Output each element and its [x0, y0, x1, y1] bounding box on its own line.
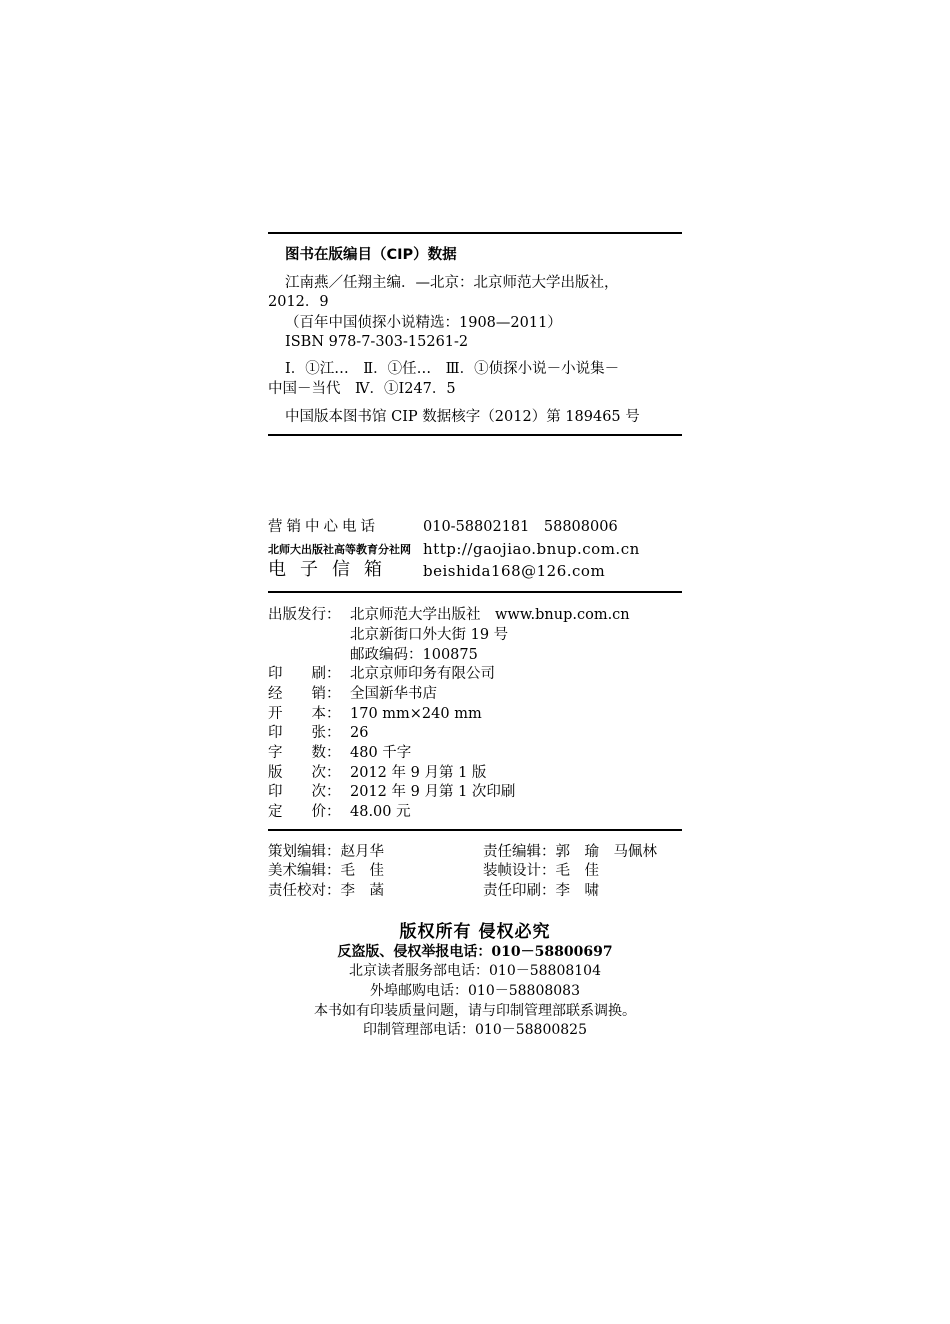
publisher-value: 北京师范大学出版社 www.bnup.com.cn: [350, 607, 630, 623]
format-value: 170 mm×240 mm: [350, 706, 482, 722]
publisher-label: 出版发行：: [268, 607, 341, 623]
printer-label: 印 刷：: [268, 666, 341, 682]
email-label: 电子信箱: [268, 559, 396, 580]
art-editor: 美术编辑：毛 佳: [268, 863, 384, 879]
website-value: http://gaojiao.bnup.com.cn: [423, 540, 640, 558]
address-value: 北京新街口外大街 19 号: [350, 627, 509, 643]
cip-line-2: 2012．9: [268, 294, 329, 310]
email-value: beishida168@126.com: [423, 562, 606, 580]
price-value: 48.00 元: [350, 804, 411, 820]
website-label: 北师大出版社高等教育分社网: [268, 543, 411, 556]
distributor-label: 经 销：: [268, 686, 341, 702]
price-label: 定 价：: [268, 804, 341, 820]
anti-piracy-phone: 反盗版、侵权举报电话：010－58800697: [337, 944, 613, 960]
cip-line-1: 江南燕／任翔主编．—北京：北京师范大学出版社，: [285, 275, 619, 291]
marketing-phone-label: 营销中心电话: [268, 519, 379, 535]
print-dept-phone: 印制管理部电话：010－58800825: [363, 1022, 587, 1038]
wordcount-label: 字 数：: [268, 745, 341, 761]
details-bottom-rule: [268, 829, 682, 831]
responsible-editor: 责任编辑：郭 瑜 马佩林: [483, 844, 657, 860]
edition-label: 版 次：: [268, 765, 341, 781]
cip-isbn: ISBN 978-7-303-15261-2: [285, 334, 469, 350]
cip-classification-1: Ⅰ．①江… Ⅱ．①任… Ⅲ．①侦探小说－小说集－: [285, 361, 620, 377]
contact-bottom-rule: [268, 591, 682, 593]
sheets-label: 印 张：: [268, 725, 341, 741]
cip-top-rule: [268, 232, 682, 234]
cip-series: （百年中国侦探小说精选：1908—2011）: [285, 315, 562, 331]
proofreader: 责任校对：李 菡: [268, 883, 384, 899]
marketing-phone-value: 010-58802181 58808006: [423, 519, 618, 535]
wordcount-value: 480 千字: [350, 745, 412, 761]
planning-editor: 策划编辑：赵月华: [268, 844, 384, 860]
impression-label: 印 次：: [268, 784, 341, 800]
cip-title: 图书在版编目（CIP）数据: [285, 247, 457, 263]
format-label: 开 本：: [268, 706, 341, 722]
distributor-value: 全国新华书店: [350, 686, 437, 702]
cip-bottom-rule: [268, 434, 682, 436]
mail-order-phone: 外埠邮购电话：010－58808083: [370, 983, 580, 999]
impression-value: 2012 年 9 月第 1 次印刷: [350, 784, 516, 800]
reader-service-phone: 北京读者服务部电话：010－58808104: [349, 963, 601, 979]
postcode-value: 邮政编码：100875: [350, 647, 478, 663]
print-supervisor: 责任印刷：李 啸: [483, 883, 599, 899]
printer-value: 北京京师印务有限公司: [350, 666, 495, 682]
edition-value: 2012 年 9 月第 1 版: [350, 765, 487, 781]
binding-designer: 装帧设计：毛 佳: [483, 863, 599, 879]
copyright-notice: 版权所有 侵权必究: [399, 922, 551, 942]
cip-classification-2: 中国－当代 Ⅳ．①I247．5: [268, 381, 456, 397]
cip-record: 中国版本图书馆 CIP 数据核字（2012）第 189465 号: [285, 409, 640, 425]
quality-notice: 本书如有印装质量问题，请与印制管理部联系调换。: [314, 1003, 636, 1019]
sheets-value: 26: [350, 725, 369, 741]
